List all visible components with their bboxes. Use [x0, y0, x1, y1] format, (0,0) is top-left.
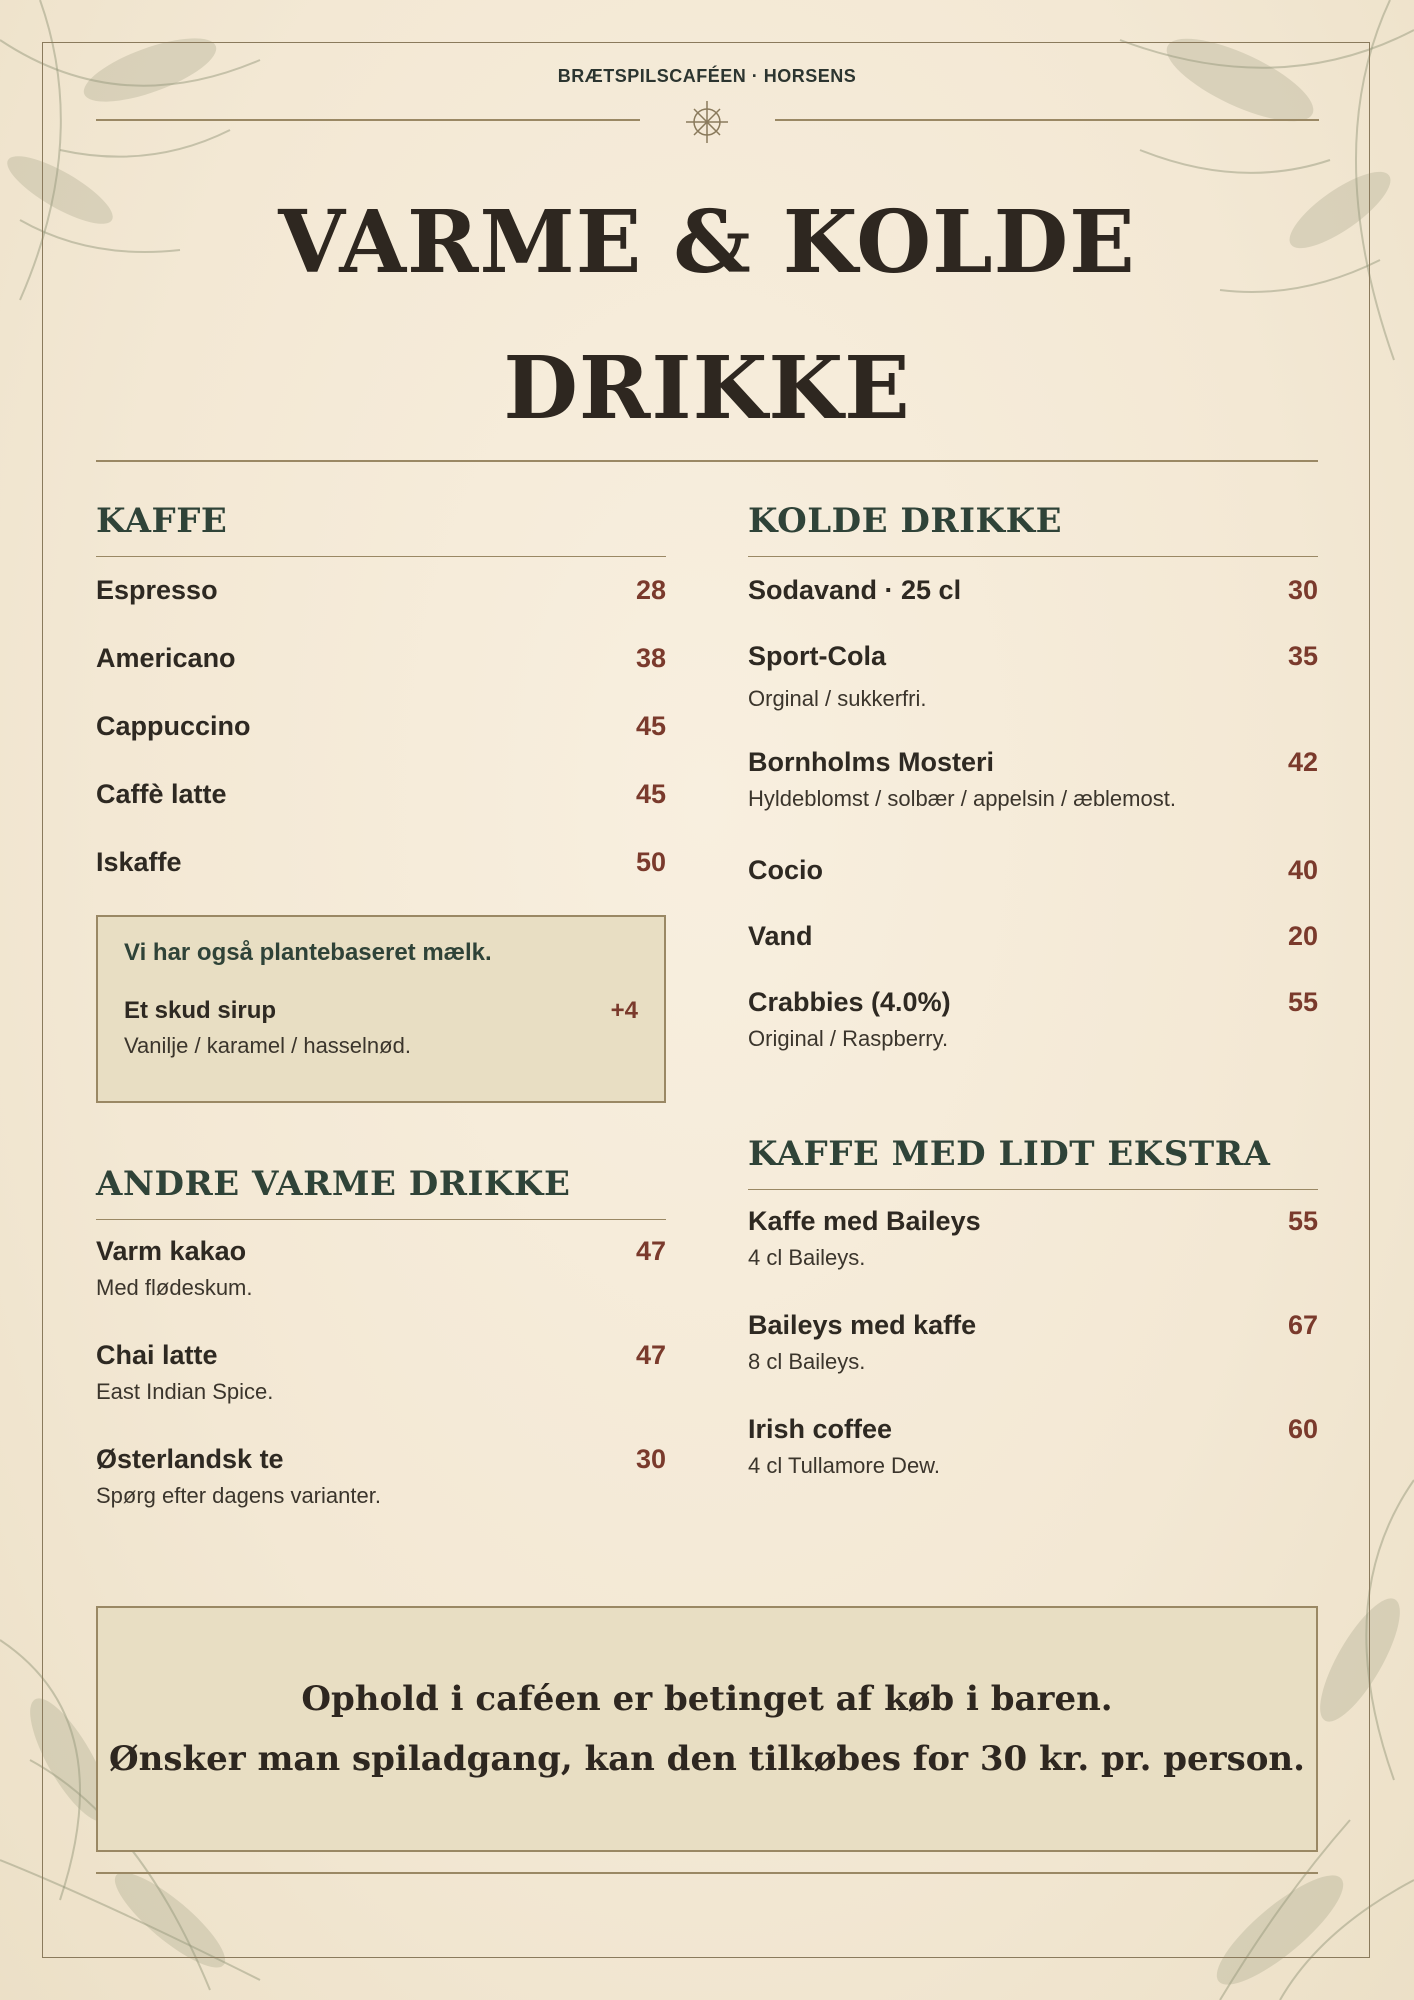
item-price: +4 — [610, 997, 638, 1024]
brand-name: BRÆTSPILSCAFÉEN · HORSENS — [557, 66, 857, 86]
menu-item — [748, 747, 1318, 855]
title-divider — [96, 460, 1318, 462]
item-name: Crabbies (4.0%) — [748, 987, 951, 1017]
menu-item — [748, 1310, 1318, 1414]
section-heading-kaffe: KAFFE — [96, 490, 666, 557]
item-price: 67 — [1287, 1310, 1318, 1340]
kaffe-note-box — [96, 915, 666, 1103]
item-price: 38 — [635, 643, 666, 673]
right-column — [748, 490, 1318, 1518]
item-desc: 4 cl Tullamore Dew. — [748, 1453, 940, 1478]
item-price: 60 — [1287, 1414, 1318, 1444]
footer-line-1: Ophold i caféen er betinget af køb i baren. — [301, 1679, 1113, 1719]
menu-item — [96, 1444, 666, 1548]
menu-item — [96, 711, 666, 779]
item-desc: Vanilje / karamel / hasselnød. — [124, 1033, 411, 1058]
header-rule-left — [96, 119, 640, 121]
header-rule-right — [775, 119, 1319, 121]
item-desc: Med flødeskum. — [96, 1275, 253, 1300]
title-line-1: VARME & KOLDE — [278, 192, 1136, 293]
item-price: 55 — [1287, 987, 1318, 1017]
item-name: Varm kakao — [96, 1236, 247, 1266]
section-heading-kolde: KOLDE DRIKKE — [748, 490, 1318, 557]
menu-item — [748, 855, 1318, 921]
item-name: Cocio — [748, 855, 824, 885]
item-desc: East Indian Spice. — [96, 1379, 274, 1404]
item-name: Vand — [748, 921, 813, 951]
menu-item — [748, 921, 1318, 987]
item-price: 42 — [1287, 747, 1318, 777]
item-price: 28 — [635, 575, 666, 605]
item-price: 47 — [635, 1340, 666, 1370]
item-name: Cappuccino — [96, 711, 251, 741]
syrup-extra — [124, 997, 638, 1025]
item-price: 45 — [635, 711, 666, 741]
item-price: 30 — [1287, 575, 1318, 605]
footer-rule — [96, 1872, 1318, 1874]
item-price: 55 — [1287, 1206, 1318, 1236]
item-price: 50 — [635, 847, 666, 877]
menu-item — [96, 1236, 666, 1340]
menu-item — [748, 987, 1318, 1095]
item-price: 40 — [1287, 855, 1318, 885]
menu-item — [96, 643, 666, 711]
compass-icon — [684, 99, 730, 145]
item-price: 45 — [635, 779, 666, 809]
item-name: Chai latte — [96, 1340, 218, 1370]
item-desc: Hyldeblomst / solbær / appelsin / æblemost. — [748, 786, 1176, 811]
title-line-2: DRIKKE — [503, 338, 911, 439]
item-name: Sport-Cola — [748, 641, 886, 671]
item-name: Et skud sirup — [124, 997, 277, 1024]
footer-line-2: Ønsker man spiladgang, kan den tilkøbes for 30 kr. pr. person. — [109, 1739, 1305, 1779]
item-name: Baileys med kaffe — [748, 1310, 977, 1340]
footer-notice — [96, 1606, 1318, 1852]
item-name: Caffè latte — [96, 779, 227, 809]
item-desc: Spørg efter dagens varianter. — [96, 1483, 381, 1508]
page-title — [0, 170, 1414, 462]
menu-item — [96, 573, 666, 643]
menu-item — [748, 1414, 1318, 1518]
item-name: Espresso — [96, 575, 218, 605]
item-name: Iskaffe — [96, 847, 182, 877]
menu-item — [96, 779, 666, 847]
section-heading-ekstra: KAFFE MED LIDT EKSTRA — [748, 1123, 1318, 1190]
menu-item — [96, 1340, 666, 1444]
item-desc: 8 cl Baileys. — [748, 1349, 866, 1374]
menu-item — [748, 1206, 1318, 1310]
left-column — [96, 490, 666, 1548]
item-price: 30 — [635, 1444, 666, 1474]
item-price: 35 — [1287, 641, 1318, 671]
item-name: Sodavand · 25 cl — [748, 575, 962, 605]
item-desc: Orginal / sukkerfri. — [748, 686, 927, 711]
section-heading-andre-varme: ANDRE VARME DRIKKE — [96, 1153, 666, 1220]
item-desc: Original / Raspberry. — [748, 1026, 949, 1051]
menu-item — [748, 641, 1318, 747]
item-name: Irish coffee — [748, 1414, 893, 1444]
menu-item — [96, 847, 666, 915]
item-desc: 4 cl Baileys. — [748, 1245, 866, 1270]
item-name: Kaffe med Baileys — [748, 1206, 981, 1236]
item-price: 47 — [635, 1236, 666, 1266]
item-name: Østerlandsk te — [96, 1444, 284, 1474]
item-price: 20 — [1287, 921, 1318, 951]
menu-item — [748, 573, 1318, 641]
plant-milk-note: Vi har også plantebaseret mælk. — [124, 939, 492, 966]
item-name: Americano — [96, 643, 236, 673]
item-name: Bornholms Mosteri — [748, 747, 995, 777]
